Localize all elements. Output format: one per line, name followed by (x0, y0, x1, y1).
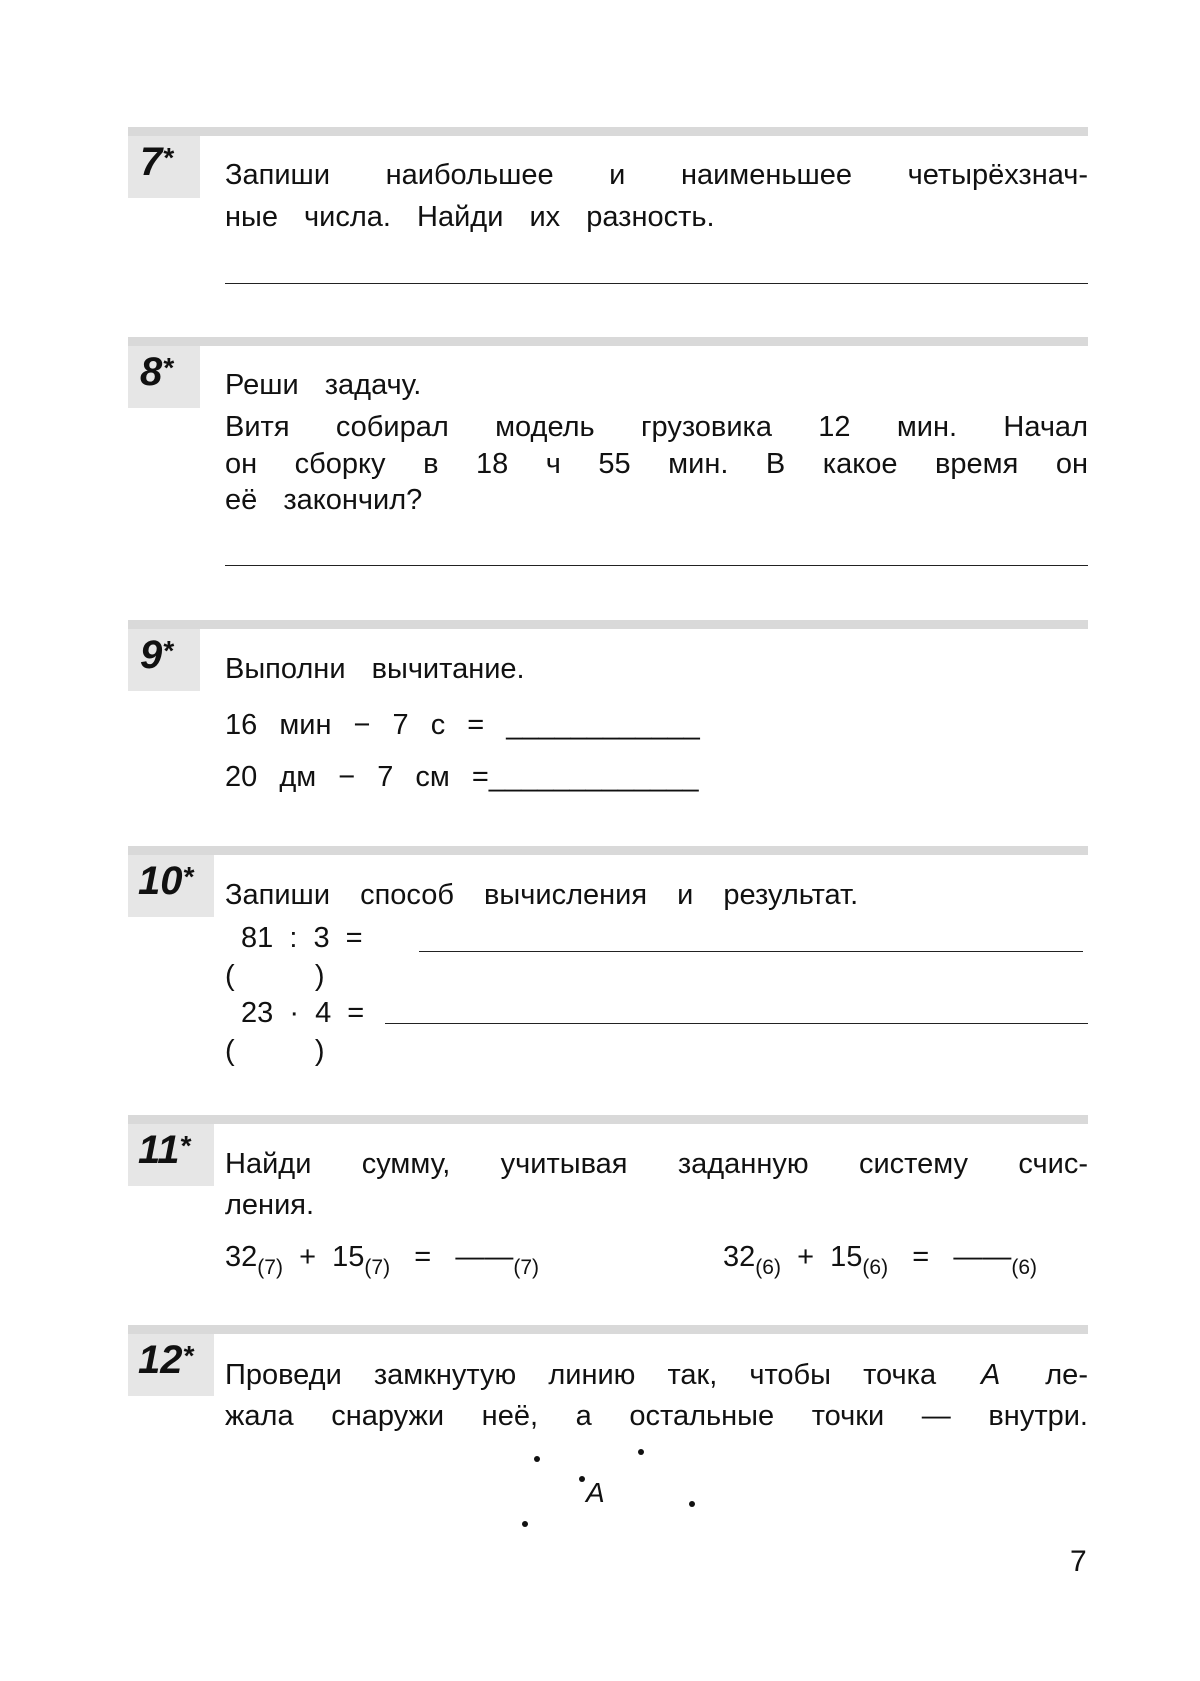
point (689, 1501, 695, 1507)
task-number-8: 8* (128, 346, 200, 408)
page-number: 7 (1070, 1545, 1087, 1578)
task-12-text: жала снаружи неё, а остальные точки — внутри. (225, 1400, 1088, 1432)
task-number-9: 9* (128, 629, 200, 691)
task-number-11: 11* (128, 1124, 214, 1186)
section-divider (128, 337, 1088, 346)
task-11-text: Найди сумму, учитывая заданную систему счис- (225, 1148, 1088, 1180)
answer-line[interactable] (419, 951, 1083, 952)
answer-line[interactable] (225, 565, 1088, 566)
task-8-text: её закончил? (225, 484, 423, 516)
task-12-text: Проведи замкнутую линию так, чтобы точка A ле- (225, 1359, 1088, 1391)
section-divider (128, 1115, 1088, 1124)
task-10-method[interactable]: ( ) (225, 1035, 325, 1067)
task-9-equation[interactable]: 20 дм − 7 см =_____________ (225, 761, 699, 793)
section-divider (128, 620, 1088, 629)
task-9-equation[interactable]: 16 мин − 7 с = ____________ (225, 709, 700, 741)
equation-base-6[interactable]: $32_{(6)} + 15_{(6)}$ = $——_{(6)}$ (723, 1241, 1038, 1279)
task-10-method[interactable]: ( ) (225, 960, 325, 992)
point (522, 1521, 528, 1527)
point (534, 1456, 540, 1462)
equation-base-7[interactable]: $32_{(7)} + 15_{(7)}$ = $——_{(7)}$ (225, 1241, 540, 1279)
section-divider (128, 846, 1088, 855)
task-10-text: Запиши способ вычисления и результат. (225, 879, 859, 911)
task-number-10: 10* (128, 855, 214, 917)
answer-line[interactable] (225, 283, 1088, 284)
task-number-12: 12* (128, 1334, 214, 1396)
task-10-expression: 81 : 3 = (225, 922, 363, 954)
task-7-text: Запиши наибольшее и наименьшее четырёхзнач- (225, 159, 1088, 191)
answer-line[interactable] (385, 1023, 1088, 1024)
task-9-text: Выполни вычитание. (225, 653, 525, 685)
section-divider (128, 127, 1088, 136)
task-8-text: Реши задачу. (225, 369, 422, 401)
section-divider (128, 1325, 1088, 1334)
task-8-text: Витя собирал модель грузовика 12 мин. Начал (225, 411, 1088, 443)
task-10-expression: 23 · 4 = (225, 997, 365, 1029)
task-7-text: ные числа. Найди их разность. (225, 201, 715, 233)
point-a (579, 1476, 585, 1482)
point-a-label: A (586, 1477, 605, 1508)
point (638, 1449, 644, 1455)
task-number-7: 7* (128, 136, 200, 198)
task-11-text: ления. (225, 1189, 315, 1221)
task-8-text: он сборку в 18 ч 55 мин. В какое время он (225, 448, 1088, 480)
